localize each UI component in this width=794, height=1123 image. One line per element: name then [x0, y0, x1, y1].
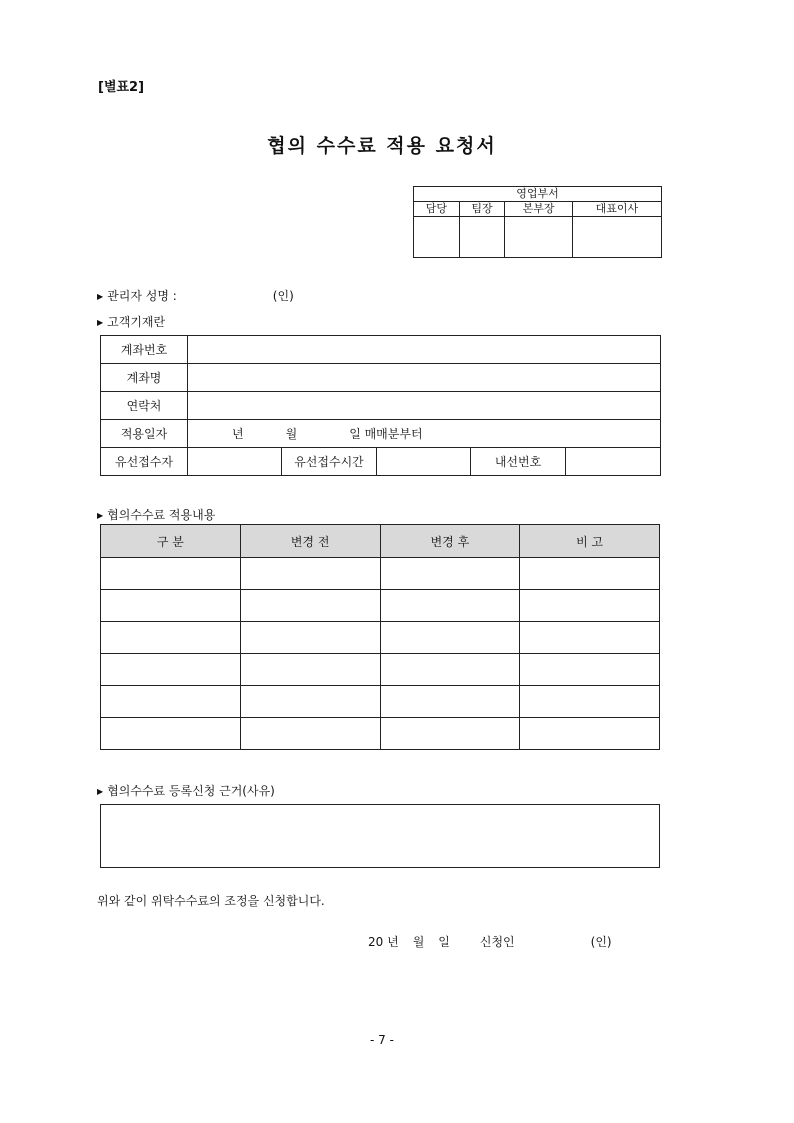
account-number-label: 계좌번호: [101, 336, 188, 364]
apply-date-field[interactable]: [188, 420, 661, 448]
sign-month: 월: [412, 935, 425, 949]
wired-receiver-label: 유선접수자: [101, 448, 188, 476]
content-cell[interactable]: [520, 686, 660, 718]
approval-role: 팀장: [459, 202, 505, 217]
content-cell[interactable]: [520, 590, 660, 622]
account-name-label: 계좌명: [101, 364, 188, 392]
content-cell[interactable]: [101, 590, 241, 622]
manager-seal: (인): [272, 289, 294, 303]
content-cell[interactable]: [380, 558, 520, 590]
content-row: [101, 622, 660, 654]
extension-label: 내선번호: [471, 448, 566, 476]
apply-year-unit: 년: [232, 427, 244, 441]
manager-label: 관리자 성명 :: [107, 289, 177, 303]
bullet-icon: ▶: [97, 318, 104, 327]
content-cell[interactable]: [101, 558, 241, 590]
application-statement: 위와 같이 위탁수수료의 조정을 신청합니다.: [97, 894, 325, 908]
content-cell[interactable]: [101, 718, 241, 750]
content-cell[interactable]: [520, 558, 660, 590]
content-header: 변경 전: [240, 525, 380, 558]
contact-field[interactable]: [188, 392, 661, 420]
client-section-label: 고객기재란: [107, 315, 166, 329]
content-cell[interactable]: [240, 622, 380, 654]
reason-section-label: 협의수수료 등록신청 근거(사유): [107, 784, 275, 798]
content-cell[interactable]: [101, 622, 241, 654]
client-info-table: [100, 335, 661, 476]
content-cell[interactable]: [240, 686, 380, 718]
content-cell[interactable]: [240, 718, 380, 750]
content-section-heading: [97, 506, 215, 523]
bullet-icon: ▶: [97, 292, 104, 301]
content-cell[interactable]: [101, 654, 241, 686]
approval-sign-box[interactable]: [414, 217, 460, 258]
apply-month-unit: 월: [285, 427, 298, 441]
reason-section-heading: [97, 782, 275, 799]
content-cell[interactable]: [380, 718, 520, 750]
client-section-heading: [97, 313, 165, 330]
manager-line: [97, 287, 294, 304]
wired-receiver-field[interactable]: [188, 448, 282, 476]
content-cell[interactable]: [380, 654, 520, 686]
apply-day-unit: 일 매매분부터: [349, 427, 423, 441]
content-row: [101, 654, 660, 686]
approval-sign-box[interactable]: [459, 217, 505, 258]
approval-department: 영업부서: [414, 187, 662, 202]
content-header: 구 분: [101, 525, 241, 558]
approval-role: 담당: [414, 202, 460, 217]
applicant-seal: (인): [590, 935, 612, 949]
content-cell[interactable]: [240, 654, 380, 686]
content-row: [101, 558, 660, 590]
approval-sign-box[interactable]: [572, 217, 661, 258]
annex-label: [별표2]: [98, 80, 145, 95]
content-cell[interactable]: [520, 622, 660, 654]
content-cell[interactable]: [520, 654, 660, 686]
bullet-icon: ▶: [97, 511, 104, 520]
approval-table: [413, 186, 662, 258]
content-cell[interactable]: [520, 718, 660, 750]
content-header: 비 고: [520, 525, 660, 558]
content-section-label: 협의수수료 적용내용: [107, 508, 216, 522]
content-cell[interactable]: [101, 686, 241, 718]
approval-sign-box[interactable]: [505, 217, 572, 258]
content-row: [101, 686, 660, 718]
sign-day: 일: [438, 935, 450, 949]
content-header: 변경 후: [380, 525, 520, 558]
bullet-icon: ▶: [97, 787, 104, 796]
content-row: [101, 718, 660, 750]
account-name-field[interactable]: [188, 364, 661, 392]
fee-content-table: [100, 524, 660, 750]
page-number: - 7 -: [370, 1033, 394, 1047]
content-cell[interactable]: [380, 590, 520, 622]
extension-field[interactable]: [566, 448, 661, 476]
content-cell[interactable]: [380, 622, 520, 654]
wired-time-label: 유선접수시간: [282, 448, 377, 476]
document-title: 협의 수수료 적용 요청서: [267, 135, 497, 157]
account-number-field[interactable]: [188, 336, 661, 364]
apply-date-label: 적용일자: [101, 420, 188, 448]
reason-input-box[interactable]: [100, 804, 660, 868]
wired-time-field[interactable]: [377, 448, 471, 476]
contact-label: 연락처: [101, 392, 188, 420]
sign-year: 20 년: [368, 935, 399, 949]
content-row: [101, 590, 660, 622]
approval-role: 본부장: [505, 202, 572, 217]
content-cell[interactable]: [380, 686, 520, 718]
applicant-label: 신청인: [479, 935, 515, 949]
content-cell[interactable]: [240, 558, 380, 590]
approval-role: 대표이사: [572, 202, 661, 217]
content-cell[interactable]: [240, 590, 380, 622]
content-body: [101, 558, 660, 750]
signature-line: [368, 933, 612, 950]
